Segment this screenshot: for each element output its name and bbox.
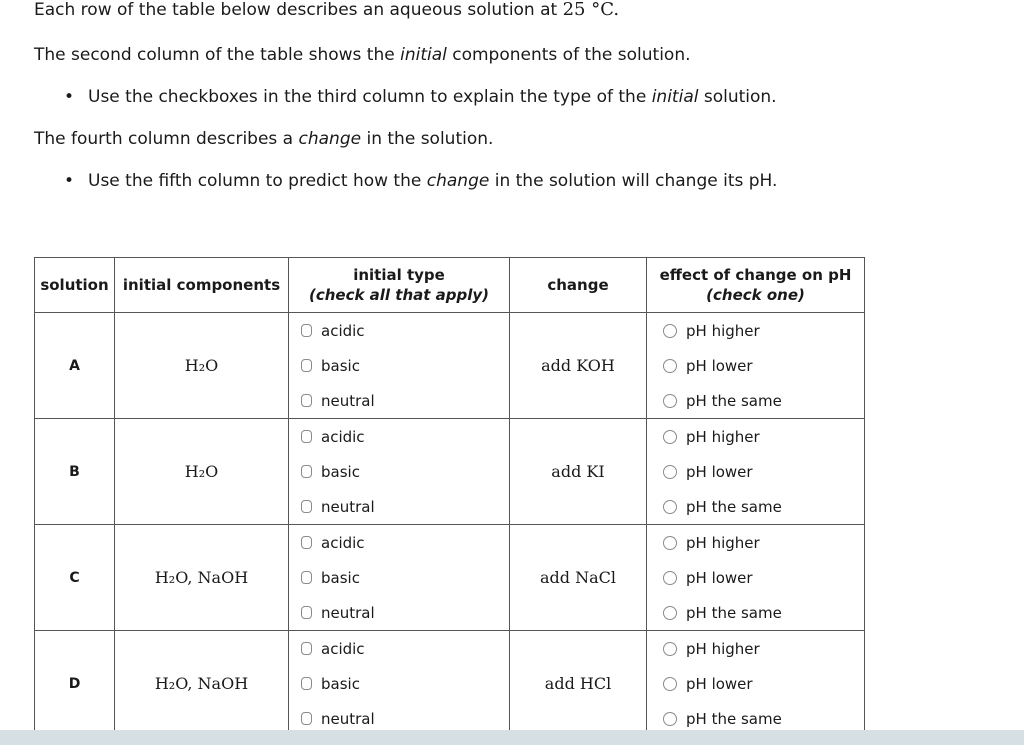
checkbox-neutral[interactable]: neutral: [289, 595, 509, 630]
checkbox-icon[interactable]: [301, 359, 312, 372]
initial-type-options: [289, 631, 510, 737]
effect-options: [647, 419, 865, 525]
temperature: 25 °C.: [562, 0, 620, 20]
radio-ph-lower[interactable]: pH lower: [647, 560, 864, 595]
solutions-table: [34, 257, 865, 737]
initial-components: H₂O, NaOH: [115, 631, 289, 737]
checkbox-icon[interactable]: [301, 430, 312, 443]
table-row: [35, 419, 865, 525]
radio-icon[interactable]: [663, 430, 677, 444]
header-change: change: [510, 258, 647, 313]
radio-icon[interactable]: [663, 712, 677, 726]
checkbox-neutral[interactable]: neutral: [289, 489, 509, 524]
initial-type-options: [289, 419, 510, 525]
initial-components: H₂O: [115, 313, 289, 419]
effect-options: [647, 525, 865, 631]
header-initial-type: initial type (check all that apply): [289, 258, 510, 313]
checkbox-icon[interactable]: [301, 536, 312, 549]
header-components: initial components: [115, 258, 289, 313]
instruction-bullet-1: • Use the checkboxes in the third column to explain the type of the initial solution.: [64, 87, 777, 107]
change-description: add NaCl: [510, 525, 647, 631]
effect-options: [647, 313, 865, 419]
checkbox-icon[interactable]: [301, 324, 312, 337]
radio-ph-higher[interactable]: pH higher: [647, 525, 864, 560]
radio-ph-lower[interactable]: pH lower: [647, 454, 864, 489]
radio-ph-higher[interactable]: pH higher: [647, 419, 864, 454]
radio-icon[interactable]: [663, 536, 677, 550]
table-row: [35, 313, 865, 419]
change-description: add KI: [510, 419, 647, 525]
instruction-bullet-2: • Use the fifth column to predict how the change in the solution will change its pH.: [64, 171, 778, 191]
solution-label: C: [35, 525, 115, 631]
table-row: [35, 525, 865, 631]
initial-type-options: [289, 525, 510, 631]
instruction-line-2: The second column of the table shows the initial components of the solution.: [34, 45, 691, 65]
radio-icon[interactable]: [663, 606, 677, 620]
radio-icon[interactable]: [663, 500, 677, 514]
radio-ph-higher[interactable]: pH higher: [647, 631, 864, 666]
checkbox-acidic[interactable]: acidic: [289, 631, 509, 666]
checkbox-icon[interactable]: [301, 606, 312, 619]
radio-icon[interactable]: [663, 394, 677, 408]
bullet-icon: •: [64, 87, 75, 107]
checkbox-icon[interactable]: [301, 465, 312, 478]
solution-label: B: [35, 419, 115, 525]
checkbox-basic[interactable]: basic: [289, 560, 509, 595]
checkbox-icon[interactable]: [301, 712, 312, 725]
checkbox-basic[interactable]: basic: [289, 454, 509, 489]
initial-components: H₂O: [115, 419, 289, 525]
checkbox-basic[interactable]: basic: [289, 348, 509, 383]
table-header-row: [35, 258, 865, 313]
bottom-toolbar: [0, 730, 1024, 745]
solution-label: D: [35, 631, 115, 737]
checkbox-icon[interactable]: [301, 677, 312, 690]
checkbox-acidic[interactable]: acidic: [289, 313, 509, 348]
checkbox-basic[interactable]: basic: [289, 666, 509, 701]
instruction-line-1: Each row of the table below describes an aqueous solution at 25 °C.: [34, 0, 620, 20]
radio-icon[interactable]: [663, 571, 677, 585]
change-description: add KOH: [510, 313, 647, 419]
instruction-line-4: The fourth column describes a change in the solution.: [34, 129, 494, 149]
bullet-icon: •: [64, 171, 75, 191]
checkbox-icon[interactable]: [301, 642, 312, 655]
initial-type-options: [289, 313, 510, 419]
header-effect: effect of change on pH (check one): [647, 258, 865, 313]
checkbox-icon[interactable]: [301, 571, 312, 584]
radio-icon[interactable]: [663, 677, 677, 691]
change-description: add HCl: [510, 631, 647, 737]
radio-ph-same[interactable]: pH the same: [647, 701, 864, 736]
header-solution: solution: [35, 258, 115, 313]
table-row: [35, 631, 865, 737]
radio-icon[interactable]: [663, 465, 677, 479]
initial-components: H₂O, NaOH: [115, 525, 289, 631]
checkbox-acidic[interactable]: acidic: [289, 419, 509, 454]
radio-ph-lower[interactable]: pH lower: [647, 666, 864, 701]
checkbox-icon[interactable]: [301, 500, 312, 513]
radio-ph-higher[interactable]: pH higher: [647, 313, 864, 348]
radio-ph-same[interactable]: pH the same: [647, 489, 864, 524]
checkbox-neutral[interactable]: neutral: [289, 383, 509, 418]
checkbox-icon[interactable]: [301, 394, 312, 407]
checkbox-acidic[interactable]: acidic: [289, 525, 509, 560]
radio-ph-same[interactable]: pH the same: [647, 383, 864, 418]
radio-ph-same[interactable]: pH the same: [647, 595, 864, 630]
radio-icon[interactable]: [663, 324, 677, 338]
effect-options: [647, 631, 865, 737]
radio-icon[interactable]: [663, 359, 677, 373]
solution-label: A: [35, 313, 115, 419]
radio-ph-lower[interactable]: pH lower: [647, 348, 864, 383]
checkbox-neutral[interactable]: neutral: [289, 701, 509, 736]
radio-icon[interactable]: [663, 642, 677, 656]
